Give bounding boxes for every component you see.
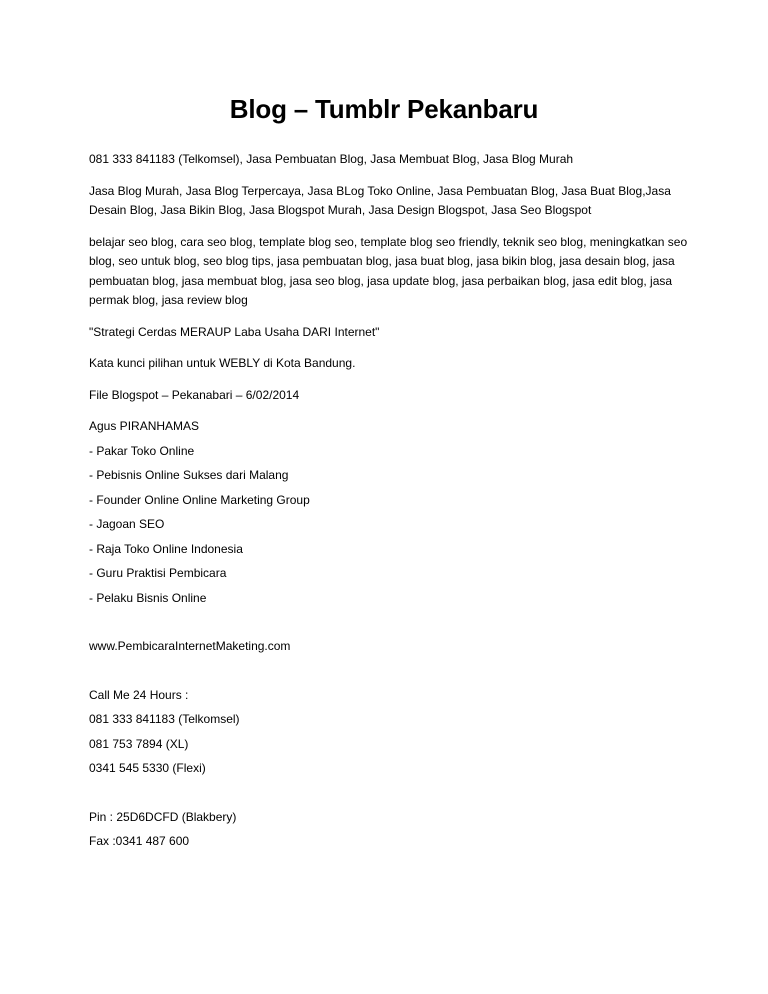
spacer [89, 662, 689, 686]
intro-phone-paragraph: 081 333 841183 (Telkomsel), Jasa Pembuatan Blog, Jasa Membuat Blog, Jasa Blog Murah [89, 152, 574, 166]
file-info: File Blogspot – Pekanabari – 6/02/2014 [89, 387, 300, 402]
spacer [89, 613, 689, 637]
contact-fax: Fax :0341 487 600 [89, 834, 190, 848]
author-name: Agus PIRANHAMAS [89, 419, 200, 433]
author-role: - Pebisnis Online Sukses dari Malang [89, 468, 289, 482]
contact-phone: 081 333 841183 (Telkomsel) [89, 712, 240, 726]
author-role: - Pakar Toko Online [89, 443, 195, 458]
services-paragraph: Jasa Blog Murah, Jasa Blog Terpercaya, Jasa BLog Toko Online, Jasa Pembuatan Blog, Jasa Buat Blog,Jasa Desain Blog, Jasa Bikin Blog, Jasa Blogspot Murah, Jasa Design Blogspot, Jasa Seo Blogspot [89, 183, 671, 217]
contact-pin: Pin : 25D6DCFD (Blakbery) [89, 809, 237, 824]
keyword-note: Kata kunci pilihan untuk WEBLY di Kota Bandung. [89, 356, 356, 370]
spacer [89, 784, 689, 808]
strategy-quote: "Strategi Cerdas MERAUP Laba Usaha DARI Internet" [89, 324, 380, 339]
author-role: - Raja Toko Online Indonesia [89, 541, 243, 556]
website-text: www.PembicaraInternetMaketing.com [89, 639, 291, 653]
contact-heading: Call Me 24 Hours : [89, 687, 189, 702]
document-title: Blog – Tumblr Pekanbaru [229, 94, 539, 124]
contact-phone: 081 753 7894 (XL) [89, 736, 189, 751]
author-role: - Jagoan SEO [89, 517, 165, 531]
author-role: - Guru Praktisi Pembicara [89, 566, 227, 580]
author-role: - Pelaku Bisnis Online [89, 590, 207, 605]
document-body [89, 150, 689, 857]
contact-phone: 0341 545 5330 (Flexi) [89, 761, 206, 775]
seo-keywords-paragraph: belajar seo blog, cara seo blog, template blog seo, template blog seo friendly, teknik seo blog, meningkatkan seo blog, seo untuk blog, seo blog tips, jasa pembuatan blog, jasa buat blog, jasa bikin blog, jasa desain blog, jasa pembuatan blog, jasa membuat blog, jasa seo blog, jasa update blog, jasa perbaikan blog, jasa edit blog, jasa permak blog, jasa review blog [89, 234, 688, 307]
author-role: - Founder Online Online Marketing Group [89, 492, 310, 507]
